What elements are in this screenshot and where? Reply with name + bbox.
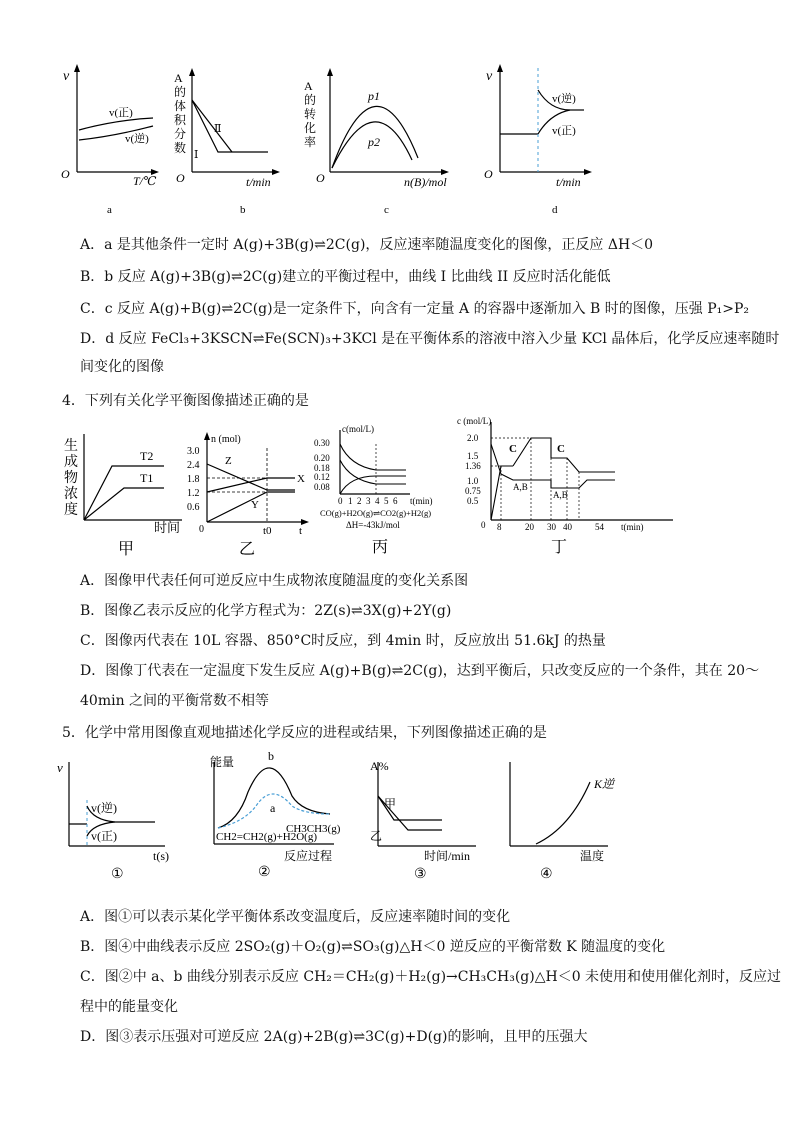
svg-text:0.12: 0.12 — [314, 472, 330, 482]
q4-stem: 4．下列有关化学平衡图像描述正确的是 — [62, 393, 309, 409]
svg-text:0: 0 — [199, 524, 204, 535]
x-ticks — [338, 496, 398, 506]
q3-option-a: A．a 是其他条件一定时 A(g)+3B(g)⇌2C(g)，反应速率随温度变化的图像，正反应 ΔH＜0 — [80, 237, 654, 253]
curve-Z — [207, 464, 295, 490]
curve-upper — [340, 444, 406, 470]
svg-text:v(正): v(正) — [91, 829, 117, 843]
svg-text:A: A — [304, 79, 313, 93]
svg-text:时间/min: 时间/min — [424, 849, 471, 863]
svg-text:a: a — [270, 801, 276, 815]
svg-text:4: 4 — [375, 496, 380, 506]
svg-text:b: b — [268, 752, 274, 763]
svg-text:n(B)/mol: n(B)/mol — [404, 175, 447, 189]
y-ticks — [187, 446, 204, 535]
origin-label: O — [61, 167, 70, 181]
q5-figure-4 — [500, 758, 620, 884]
svg-text:v(正): v(正) — [552, 125, 576, 137]
svg-text:v: v — [486, 69, 493, 84]
svg-text:积: 积 — [174, 113, 187, 127]
y-label — [304, 79, 316, 149]
svg-text:A,B: A,B — [513, 482, 528, 492]
caption-b: b — [240, 204, 246, 216]
caption-2: ② — [258, 865, 271, 880]
q4-option-b: B．图像乙表示反应的化学方程式为：2Z(s)⇌3X(g)+2Y(g) — [80, 603, 452, 619]
svg-text:2: 2 — [357, 496, 362, 506]
caption-jia: 甲 — [118, 541, 135, 558]
svg-text:0.08: 0.08 — [314, 482, 330, 492]
curve-T1 — [84, 488, 164, 520]
label-I: Ⅰ — [194, 149, 199, 161]
svg-text:3: 3 — [366, 496, 371, 506]
y-ticks — [314, 438, 330, 492]
label-v-forward: v(正) — [109, 107, 133, 119]
q5-figure-3 — [368, 758, 488, 884]
svg-text:成: 成 — [64, 455, 78, 470]
q4-option-d-cont: 40min 之间的平衡常数不相等 — [80, 693, 270, 709]
q3-figure-b — [160, 60, 290, 220]
q4-option-c: C．图像丙代表在 10L 容器、850°C时反应，到 4min 时，反应放出 51.6kJ 的热量 — [80, 633, 606, 649]
q3-option-d: D．d 反应 FeCl₃+3KSCN⇌Fe(SCN)₃+3KCl 是在平衡体系的溶液中溶入少量 KCl 晶体后，化学反应速率随时 — [80, 331, 780, 347]
svg-text:0.6: 0.6 — [187, 502, 200, 513]
y-label — [174, 71, 187, 155]
svg-text:A,B: A,B — [553, 490, 568, 500]
svg-text:1.2: 1.2 — [187, 488, 200, 499]
svg-text:X: X — [297, 473, 305, 485]
svg-text:2.4: 2.4 — [187, 460, 200, 471]
svg-text:0.5: 0.5 — [467, 496, 479, 506]
svg-text:的: 的 — [304, 93, 317, 107]
svg-text:v(逆): v(逆) — [552, 93, 576, 105]
q5-option-a: A．图①可以表示某化学平衡体系改变温度后，反应速率随时间的变化 — [80, 909, 511, 925]
svg-text:8: 8 — [497, 522, 502, 532]
caption-d: d — [552, 204, 558, 216]
svg-text:t/min: t/min — [246, 175, 271, 189]
svg-text:6: 6 — [393, 496, 398, 506]
y-ticks — [465, 433, 486, 530]
svg-text:v: v — [57, 760, 63, 775]
label-p1: p1 — [368, 89, 380, 103]
caption-c: c — [384, 204, 389, 216]
svg-text:0.20: 0.20 — [314, 453, 330, 463]
svg-text:CH2=CH2(g)+H2O(g): CH2=CH2(g)+H2O(g) — [216, 831, 318, 843]
svg-text:O: O — [316, 171, 325, 185]
svg-text:A%: A% — [370, 759, 389, 773]
q3-option-d-cont: 间变化的图像 — [80, 359, 164, 375]
caption-1: ① — [111, 867, 124, 882]
svg-text:反应过程: 反应过程 — [284, 849, 333, 863]
svg-text:的: 的 — [174, 85, 187, 99]
label-v-reverse: v(逆) — [125, 133, 149, 145]
q5-stem: 5．化学中常用图像直观地描述化学反应的进程或结果，下列图像描述正确的是 — [62, 725, 547, 741]
svg-text:率: 率 — [304, 135, 317, 149]
svg-text:t(min): t(min) — [621, 522, 644, 532]
svg-text:乙: 乙 — [370, 829, 383, 843]
svg-text:3.0: 3.0 — [187, 446, 200, 457]
svg-text:54: 54 — [595, 522, 604, 532]
curve-k — [536, 782, 590, 844]
svg-text:C: C — [509, 443, 517, 455]
caption-4: ④ — [540, 867, 553, 882]
svg-text:ΔH=-43kJ/mol: ΔH=-43kJ/mol — [346, 520, 400, 530]
curve-mid — [340, 476, 406, 494]
svg-text:化: 化 — [304, 121, 317, 135]
q5-option-c-cont: 程中的能量变化 — [80, 999, 178, 1015]
caption-ding: 丁 — [551, 539, 568, 556]
svg-text:5: 5 — [384, 496, 389, 506]
svg-text:30: 30 — [547, 522, 556, 532]
svg-text:分: 分 — [174, 127, 187, 141]
svg-text:1.5: 1.5 — [467, 451, 479, 461]
q5-figure-2 — [200, 752, 360, 884]
svg-text:1.0: 1.0 — [467, 476, 479, 486]
guide-lines — [491, 438, 579, 520]
svg-text:CH3CH3(g): CH3CH3(g) — [286, 823, 341, 835]
svg-text:1.36: 1.36 — [465, 461, 481, 471]
svg-text:CO(g)+H2O(g)⇌CO2(g)+H2(g): CO(g)+H2O(g)⇌CO2(g)+H2(g) — [320, 508, 432, 518]
q4-figure-jia — [60, 430, 190, 560]
x-label: T/℃ — [133, 174, 157, 188]
q5-option-c: C．图②中 a、b 曲线分别表示反应 CH₂＝CH₂(g)＋H₂(g)→CH₃CH₃(g)△H＜0 未使用和使用催化剂时，反应过 — [80, 969, 782, 985]
svg-text:t(min): t(min) — [410, 496, 433, 506]
svg-text:40: 40 — [563, 522, 572, 532]
svg-text:0.30: 0.30 — [314, 438, 330, 448]
svg-text:0.75: 0.75 — [465, 486, 481, 496]
svg-text:生: 生 — [64, 439, 78, 454]
q5-figure-1 — [55, 758, 175, 884]
label-p2: p2 — [368, 135, 380, 149]
q4-figure-yi — [185, 428, 315, 560]
q4-option-d: D．图像丁代表在一定温度下发生反应 A(g)+B(g)⇌2C(g)，达到平衡后，只改变反应的一个条件，其在 20～ — [80, 663, 760, 679]
svg-text:T2: T2 — [140, 449, 154, 463]
q3-option-b: B．b 反应 A(g)+3B(g)⇌2C(g)建立的平衡过程中，曲线 I 比曲线 II 反应时活化能低 — [80, 269, 611, 285]
svg-text:浓: 浓 — [64, 487, 78, 502]
caption-3: ③ — [414, 867, 427, 882]
svg-text:t0: t0 — [263, 525, 272, 537]
caption-yi: 乙 — [239, 541, 256, 558]
svg-text:能量: 能量 — [210, 755, 235, 769]
svg-text:2.0: 2.0 — [467, 433, 479, 443]
svg-text:物: 物 — [64, 471, 78, 486]
curve-II — [192, 100, 232, 152]
svg-text:转: 转 — [304, 107, 317, 121]
q3-figure-d — [480, 60, 610, 220]
caption-bing: 丙 — [372, 539, 389, 556]
svg-text:O: O — [484, 167, 493, 181]
svg-text:c(mol/L): c(mol/L) — [342, 424, 374, 434]
svg-text:1: 1 — [348, 496, 353, 506]
svg-text:t/min: t/min — [556, 175, 581, 189]
label-II: Ⅱ — [214, 123, 222, 135]
q4-option-a: A．图像甲代表任何可逆反应中生成物浓度随温度的变化关系图 — [80, 573, 469, 589]
svg-text:t: t — [299, 525, 303, 537]
svg-text:Z: Z — [225, 455, 232, 467]
svg-text:T1: T1 — [140, 471, 154, 485]
q3-option-c: C．c 反应 A(g)+B(g)⇌2C(g)是一定条件下，向含有一定量 A 的容器中逐渐加入 B 时的图像，压强 P₁>P₂ — [80, 301, 750, 317]
svg-text:c (mol/L): c (mol/L) — [457, 416, 492, 426]
y-label: v — [63, 69, 70, 84]
svg-text:A: A — [174, 71, 183, 85]
q5-option-b: B．图④中曲线表示反应 2SO₂(g)＋O₂(g)⇌SO₃(g)△H＜0 逆反应的平衡常数 K 随温度的变化 — [80, 939, 666, 955]
svg-text:度: 度 — [64, 503, 78, 518]
q5-option-d: D．图③表示压强对可逆反应 2A(g)+2B(g)⇌3C(g)+D(g)的影响，且甲的压强大 — [80, 1029, 588, 1045]
svg-text:K逆: K逆 — [594, 777, 615, 791]
svg-text:v(逆): v(逆) — [91, 801, 117, 815]
svg-text:1.8: 1.8 — [187, 474, 200, 485]
svg-text:n (mol): n (mol) — [211, 434, 241, 445]
x-ticks — [497, 522, 605, 532]
svg-text:C: C — [557, 443, 565, 455]
svg-text:0: 0 — [338, 496, 343, 506]
curve-I — [192, 100, 268, 152]
svg-text:0: 0 — [481, 520, 486, 530]
caption-a: a — [107, 204, 112, 216]
curve-b — [218, 768, 330, 828]
y-label — [64, 437, 78, 518]
svg-text:O: O — [176, 171, 185, 185]
svg-text:t(s): t(s) — [153, 849, 169, 863]
svg-text:甲: 甲 — [384, 797, 397, 811]
svg-text:时间: 时间 — [154, 520, 181, 535]
q4-figure-bing — [310, 424, 450, 560]
svg-text:温度: 温度 — [580, 849, 605, 863]
svg-text:0.18: 0.18 — [314, 463, 330, 473]
svg-text:体: 体 — [174, 99, 187, 113]
curve-lower — [340, 460, 406, 484]
q4-figure-ding — [455, 414, 705, 560]
q3-figure-c — [300, 60, 470, 220]
svg-text:Y: Y — [251, 499, 259, 511]
svg-text:数: 数 — [174, 141, 187, 155]
svg-text:20: 20 — [525, 522, 534, 532]
